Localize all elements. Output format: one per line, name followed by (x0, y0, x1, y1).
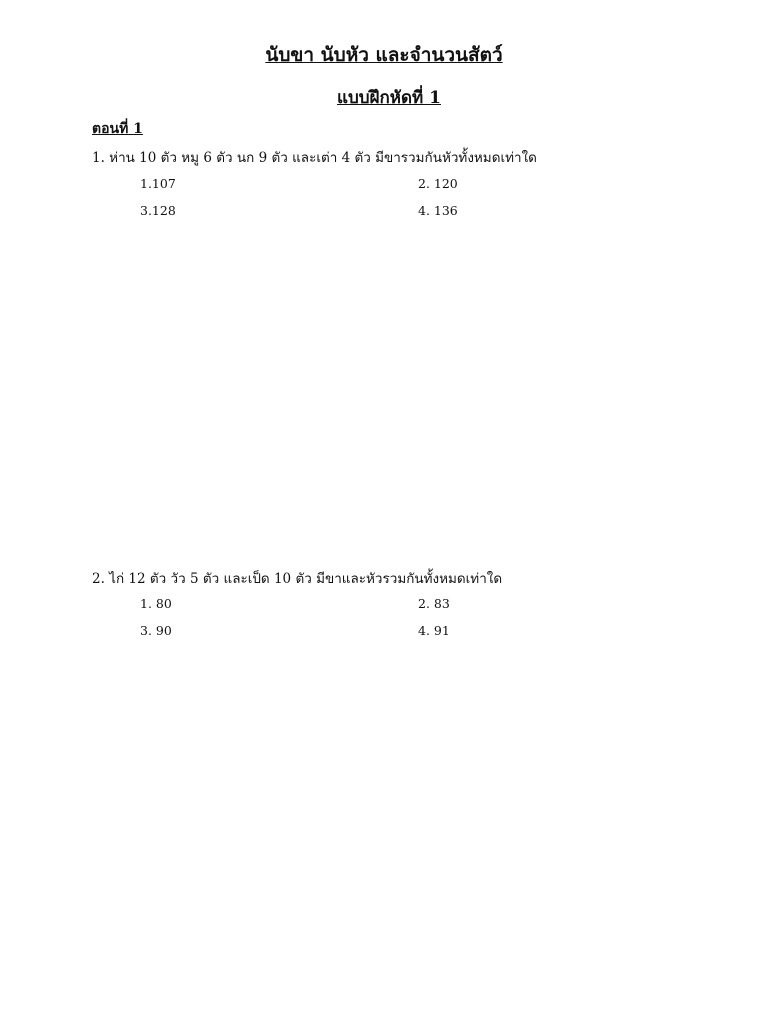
worksheet-title: นับขา นับหัว และจำนวนสัตว์ (265, 44, 503, 66)
question-1-choice-3: 3.128 (140, 203, 176, 218)
section-heading: ตอนที่ 1 (92, 121, 143, 137)
question-1-text: 1. ห่าน 10 ตัว หมู 6 ตัว นก 9 ตัว และเต่า 4 ตัว มีขารวมกันหัวทั้งหมดเท่าใด (92, 150, 537, 166)
question-1-choice-1: 1.107 (140, 176, 176, 191)
question-1-choice-2: 2. 120 (418, 176, 458, 191)
exercise-subtitle: แบบฝึกหัดที่ 1 (337, 88, 441, 108)
question-2-choice-3: 3. 90 (140, 623, 172, 638)
question-2-text: 2. ไก่ 12 ตัว วัว 5 ตัว และเป็ด 10 ตัว มีขาและหัวรวมกันทั้งหมดเท่าใด (92, 571, 503, 587)
question-2-choice-4: 4. 91 (418, 623, 450, 638)
question-1-choice-4: 4. 136 (418, 203, 458, 218)
question-2-choice-1: 1. 80 (140, 596, 172, 611)
question-2-choice-2: 2. 83 (418, 596, 450, 611)
